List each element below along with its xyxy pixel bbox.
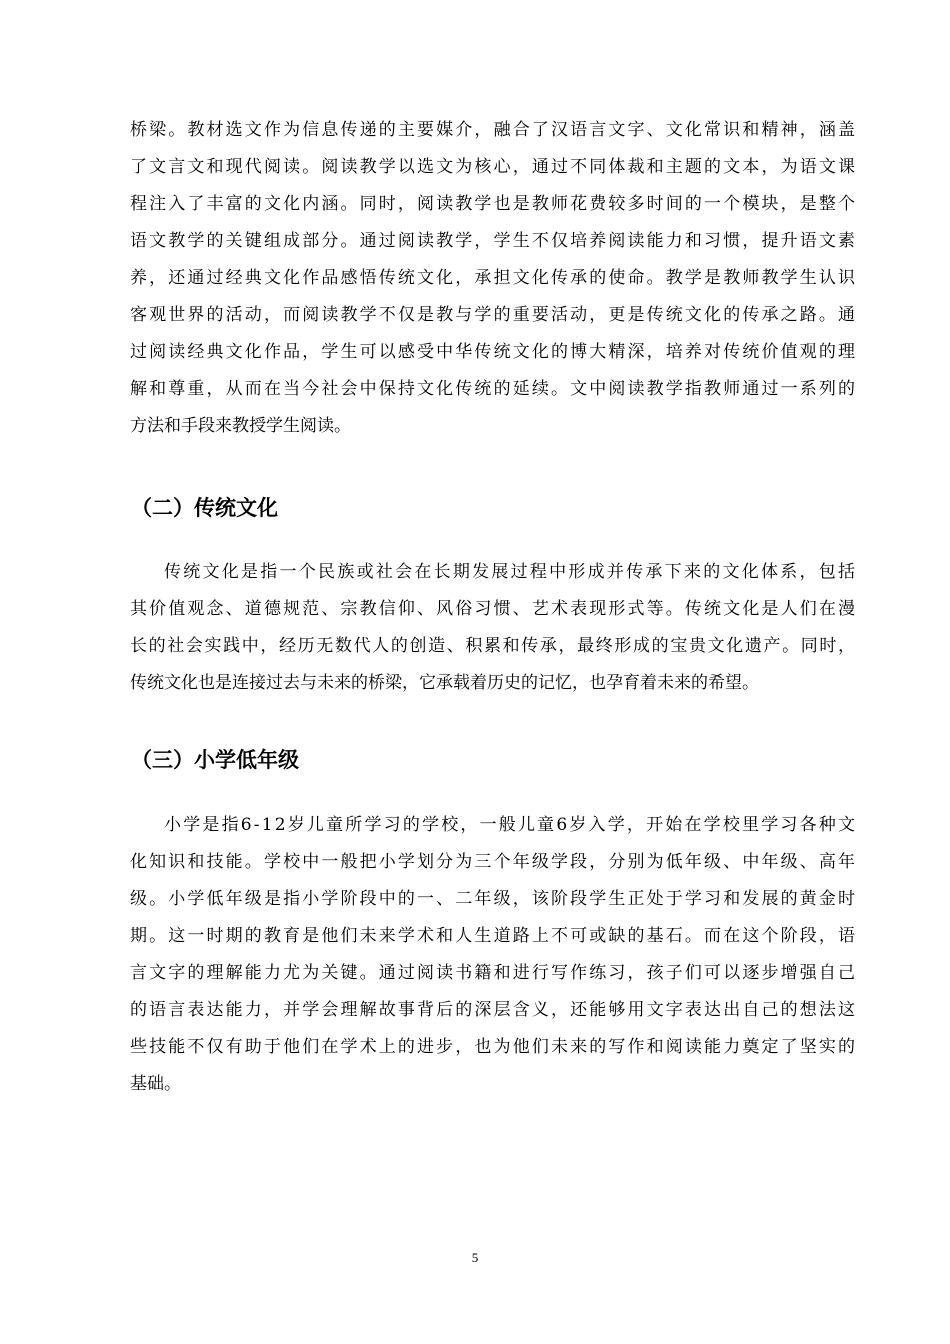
paragraph-line: 了文言文和现代阅读。阅读教学以选文为核心，通过不同体裁和主题的文本，为语文课 (130, 157, 858, 177)
paragraph-line: 桥梁。教材选文作为信息传递的主要媒介，融合了汉语言文字、文化常识和精神，涵盖 (130, 120, 858, 140)
section-heading-lower-primary: （三）小学低年级 (131, 748, 299, 772)
paragraph-line: 传统文化也是连接过去与未来的桥梁，它承载着历史的记忆，也孕育着未来的希望。 (130, 673, 759, 693)
section-heading-traditional-culture: （二）传统文化 (131, 496, 278, 520)
paragraph-line: 传统文化是指一个民族或社会在长期发展过程中形成并传承下来的文化体系，包括 (164, 562, 858, 582)
paragraph-line: 些技能不仅有助于他们在学术上的进步，也为他们未来的写作和阅读能力奠定了坚实的 (130, 1037, 858, 1057)
paragraph-line: 养，还通过经典文化作品感悟传统文化，承担文化传承的使命。教学是教师教学生认识 (130, 268, 858, 288)
paragraph-line: 言文字的理解能力尤为关键。通过阅读书籍和进行写作练习，孩子们可以逐步增强自己 (130, 963, 858, 983)
paragraph-line: 客观世界的活动，而阅读教学不仅是教与学的重要活动，更是传统文化的传承之路。通 (130, 305, 858, 325)
paragraph-line: 解和尊重，从而在当今社会中保持文化传统的延续。文中阅读教学指教师通过一系列的 (130, 379, 858, 399)
paragraph-line: 小学是指6-12岁儿童所学习的学校，一般儿童6岁入学，开始在学校里学习各种文 (164, 815, 858, 835)
paragraph-line: 方法和手段来教授学生阅读。 (130, 416, 351, 436)
paragraph-line: 化知识和技能。学校中一般把小学划分为三个年级学段，分别为低年级、中年级、高年 (130, 852, 858, 872)
paragraph-line: 其价值观念、道德规范、宗教信仰、风俗习惯、艺术表现形式等。传统文化是人们在漫 (130, 599, 858, 619)
paragraph-line: 程注入了丰富的文化内涵。同时，阅读教学也是教师花费较多时间的一个模块，是整个 (130, 194, 858, 214)
paragraph-line: 的语言表达能力，并学会理解故事背后的深层含义，还能够用文字表达出自己的想法这 (130, 1000, 858, 1020)
page-number: 5 (471, 1250, 479, 1265)
paragraph-line: 级。小学低年级是指小学阶段中的一、二年级，该阶段学生正处于学习和发展的黄金时 (130, 889, 858, 909)
paragraph-line: 语文教学的关键组成部分。通过阅读教学，学生不仅培养阅读能力和习惯，提升语文素 (130, 231, 858, 251)
paragraph-line: 长的社会实践中，经历无数代人的创造、积累和传承，最终形成的宝贵文化遗产。同时， (130, 636, 857, 656)
paragraph-line: 过阅读经典文化作品，学生可以感受中华传统文化的博大精深，培养对传统价值观的理 (130, 342, 858, 362)
paragraph-line: 基础。 (130, 1074, 181, 1094)
paragraph-line: 期。这一时期的教育是他们未来学术和人生道路上不可或缺的基石。而在这个阶段，语 (130, 926, 858, 946)
